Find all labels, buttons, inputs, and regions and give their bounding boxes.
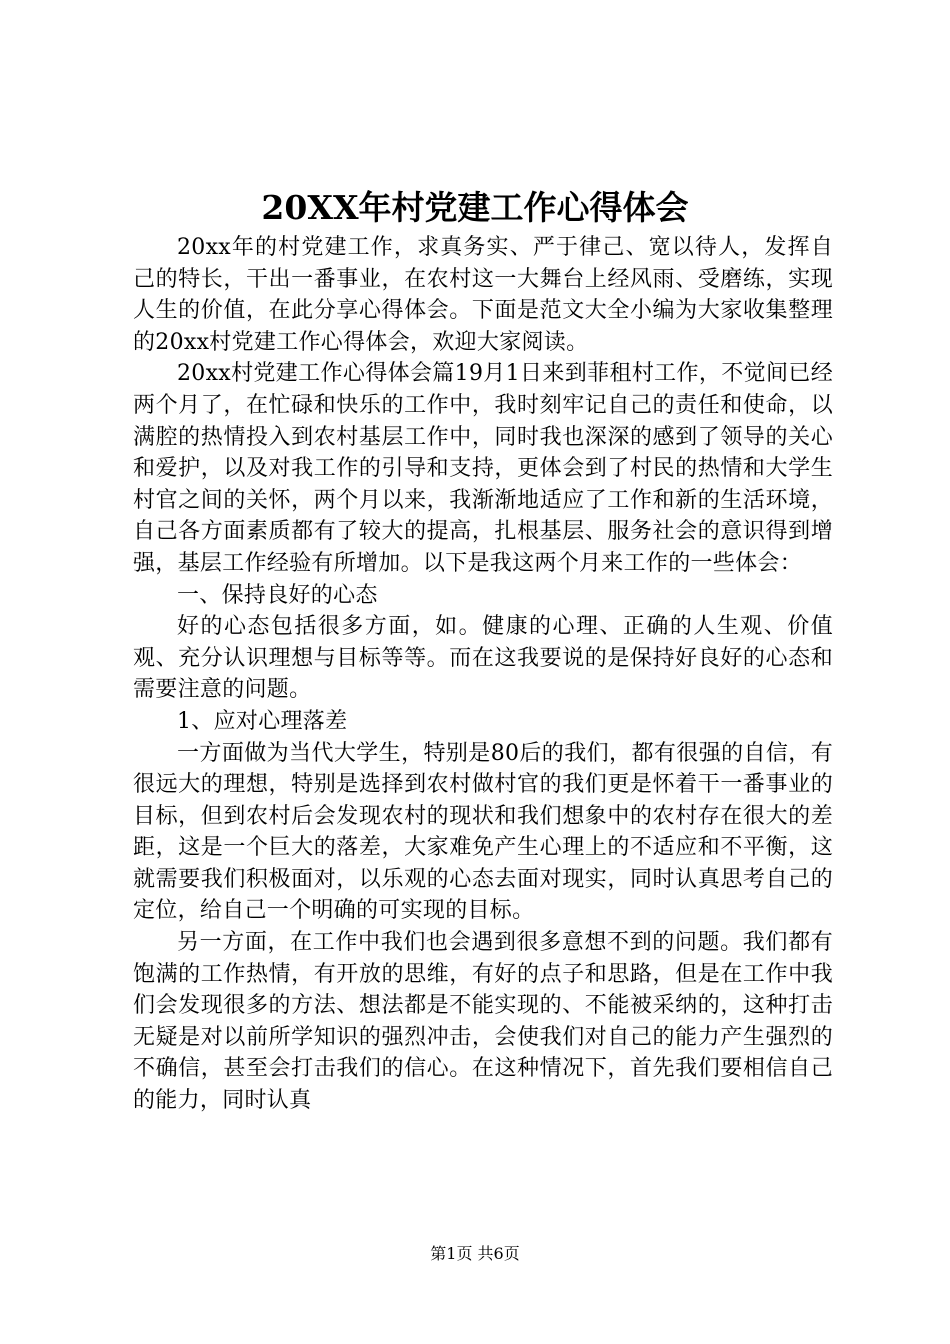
paragraph-article-1: 20xx村党建工作心得体会篇19月1日来到菲租村工作，不觉间已经两个月了，在忙碌和快乐的工作中，我时刻牢记自己的责任和使命，以满腔的热情投入到农村基层工作中，同时我也深深的感到了领导的关心和爱护，以及对我工作的引导和支持，更体会到了村民的热情和大学生村官之间的关怀，两个月以来，我渐渐地适应了工作和新的生活环境，自己各方面素质都有了较大的提高，扎根基层、服务社会的意识得到增强，基层工作经验有所增加。以下是我这两个月来工作的一些体会： [133, 361, 833, 576]
document-body [133, 232, 833, 1117]
paragraph-intro: 20xx年的村党建工作，求真务实、严于律己、宽以待人，发挥自己的特长，干出一番事业，在农村这一大舞台上经风雨、受磨练，实现人生的价值，在此分享心得体会。下面是范文大全小编为大家收集整理的20xx村党建工作心得体会，欢迎大家阅读。 [133, 235, 833, 355]
subsection-heading-1: 1、应对心理落差 [177, 708, 348, 734]
page-number-footer: 第1页 共6页 [430, 1244, 520, 1263]
paragraph-mindset: 好的心态包括很多方面，如。健康的心理、正确的人生观、价值观、充分认识理想与目标等等。而在这我要说的是保持好良好的心态和需要注意的问题。 [133, 614, 833, 703]
paragraph-psychological-gap: 一方面做为当代大学生，特别是80后的我们，都有很强的自信，有很远大的理想，特别是选择到农村做村官的我们更是怀着干一番事业的目标，但到农村后会发现农村的现状和我们想象中的农村存在很大的差距，这是一个巨大的落差，大家难免产生心理上的不适应和不平衡，这就需要我们积极面对，以乐观的心态去面对现实，同时认真思考自己的定位，给自己一个明确的可实现的目标。 [133, 740, 833, 924]
section-heading-1: 一、保持良好的心态 [177, 582, 378, 608]
paragraph-other-aspect: 另一方面，在工作中我们也会遇到很多意想不到的问题。我们都有饱满的工作热情，有开放的思维，有好的点子和思路，但是在工作中我们会发现很多的方法、想法都是不能实现的、不能被采纳的，这种打击无疑是对以前所学知识的强烈冲击，会使我们对自己的能力产生强烈的不确信，甚至会打击我们的信心。在这种情况下，首先我们要相信自己的能力，同时认真 [133, 930, 833, 1114]
document-title: 20XX年村党建工作心得体会 [261, 188, 689, 227]
